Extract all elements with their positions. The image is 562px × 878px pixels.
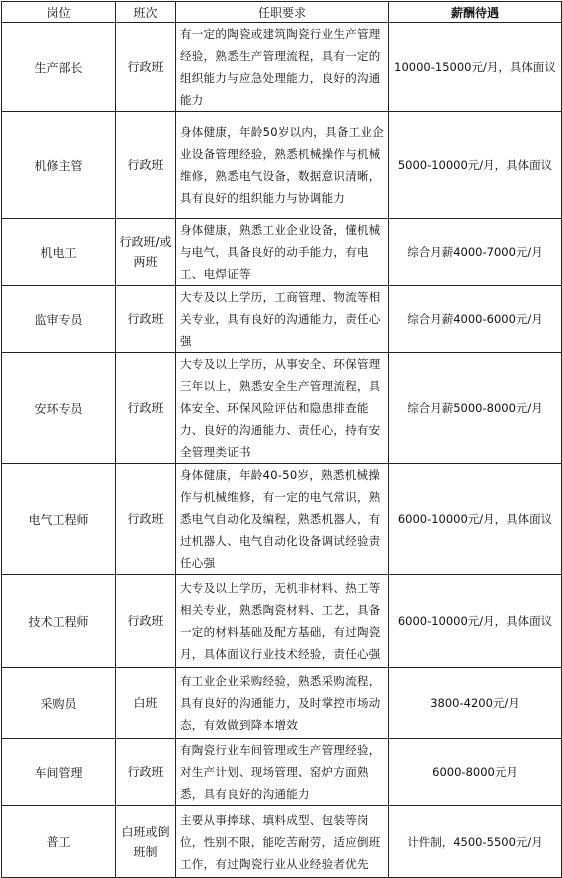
position-cell: 技术工程师 <box>2 575 116 668</box>
shift-cell: 行政班 <box>116 739 176 806</box>
shift-cell: 行政班 <box>116 353 176 464</box>
requirements-cell: 大专及以上学历，工商管理、物流等相关专业，具有良好的沟通能力，责任心强 <box>176 286 389 353</box>
table-row <box>2 112 562 219</box>
salary-cell: 6000-10000元/月，具体面议 <box>389 575 562 668</box>
shift-cell: 行政班/或两班 <box>116 219 176 286</box>
header-shift: 班次 <box>116 2 176 23</box>
position-cell: 生产部长 <box>2 23 116 112</box>
table-row <box>2 464 562 575</box>
requirements-cell: 大专及以上学历，无机非材料、热工等相关专业，熟悉陶瓷材料、工艺，具备一定的材料基础及配方基础，有过陶瓷月，具体面议行业技术经验，责任心强 <box>176 575 389 668</box>
shift-cell: 白班 <box>116 668 176 739</box>
position-cell: 电气工程师 <box>2 464 116 575</box>
salary-cell: 5000-10000元/月，具体面议 <box>389 112 562 219</box>
header-row <box>2 2 562 23</box>
position-cell: 监审专员 <box>2 286 116 353</box>
shift-cell: 行政班 <box>116 464 176 575</box>
salary-cell: 6000-10000元/月，具体面议 <box>389 464 562 575</box>
table-row <box>2 219 562 286</box>
job-table <box>1 1 562 878</box>
table-row <box>2 739 562 806</box>
position-cell: 普工 <box>2 806 116 878</box>
shift-cell: 行政班 <box>116 23 176 112</box>
requirements-cell: 有工业企业采购经验，熟悉采购流程，具有良好的沟通能力，及时掌控市场动态，有效做到降本增效 <box>176 668 389 739</box>
header-requirements: 任职要求 <box>176 2 389 23</box>
salary-cell: 综合月薪4000-7000元/月 <box>389 219 562 286</box>
header-position: 岗位 <box>2 2 116 23</box>
table-row <box>2 23 562 112</box>
requirements-cell: 主要从事捧球、填料成型、包装等岗位，性别不限，能吃苦耐劳，适应倒班工作，有过陶瓷行业从业经验者优先 <box>176 806 389 878</box>
table-row <box>2 353 562 464</box>
header-salary: 薪酬待遇 <box>389 2 562 23</box>
salary-cell: 3800-4200元/月 <box>389 668 562 739</box>
shift-cell: 行政班 <box>116 575 176 668</box>
table-row <box>2 806 562 878</box>
position-cell: 采购员 <box>2 668 116 739</box>
position-cell: 安环专员 <box>2 353 116 464</box>
shift-cell: 行政班 <box>116 112 176 219</box>
table-row <box>2 668 562 739</box>
position-cell: 车间管理 <box>2 739 116 806</box>
requirements-cell: 身体健康，熟悉工业企业设备，懂机械与电气，具备良好的动手能力，有电工、电焊证等 <box>176 219 389 286</box>
requirements-cell: 有一定的陶瓷或建筑陶瓷行业生产管理经验，熟悉生产管理流程，具有一定的组织能力与应急处理能力，良好的沟通能力 <box>176 23 389 112</box>
shift-cell: 行政班 <box>116 286 176 353</box>
salary-cell: 综合月薪4000-6000元/月 <box>389 286 562 353</box>
salary-cell: 计件制，4500-5500元/月 <box>389 806 562 878</box>
salary-cell: 10000-15000元/月，具体面议 <box>389 23 562 112</box>
salary-cell: 6000-8000元月 <box>389 739 562 806</box>
salary-cell: 综合月薪5000-8000元/月 <box>389 353 562 464</box>
requirements-cell: 大专及以上学历，从事安全、环保管理三年以上，熟悉安全生产管理流程，具体安全、环保风险评估和隐患排查能力、良好的沟通能力、责任心，持有安全管理类证书 <box>176 353 389 464</box>
requirements-cell: 有陶瓷行业车间管理或生产管理经验，对生产计划、现场管理、窑炉方面熟悉，具有良好的沟通能力 <box>176 739 389 806</box>
position-cell: 机电工 <box>2 219 116 286</box>
table-row <box>2 286 562 353</box>
table-row <box>2 575 562 668</box>
requirements-cell: 身体健康，年龄40-50岁，熟悉机械操作与机械维修，有一定的电气常识，熟悉电气自动化及编程，熟悉机器人，有过机器人、电气自动化设备调试经验责任心强 <box>176 464 389 575</box>
position-cell: 机修主管 <box>2 112 116 219</box>
requirements-cell: 身体健康，年龄50岁以内，具备工业企业设备管理经验，熟悉机械操作与机械维修，熟悉电气设备，数据意识清晰，具有良好的组织能力与协调能力 <box>176 112 389 219</box>
shift-cell: 白班或倒班制 <box>116 806 176 878</box>
